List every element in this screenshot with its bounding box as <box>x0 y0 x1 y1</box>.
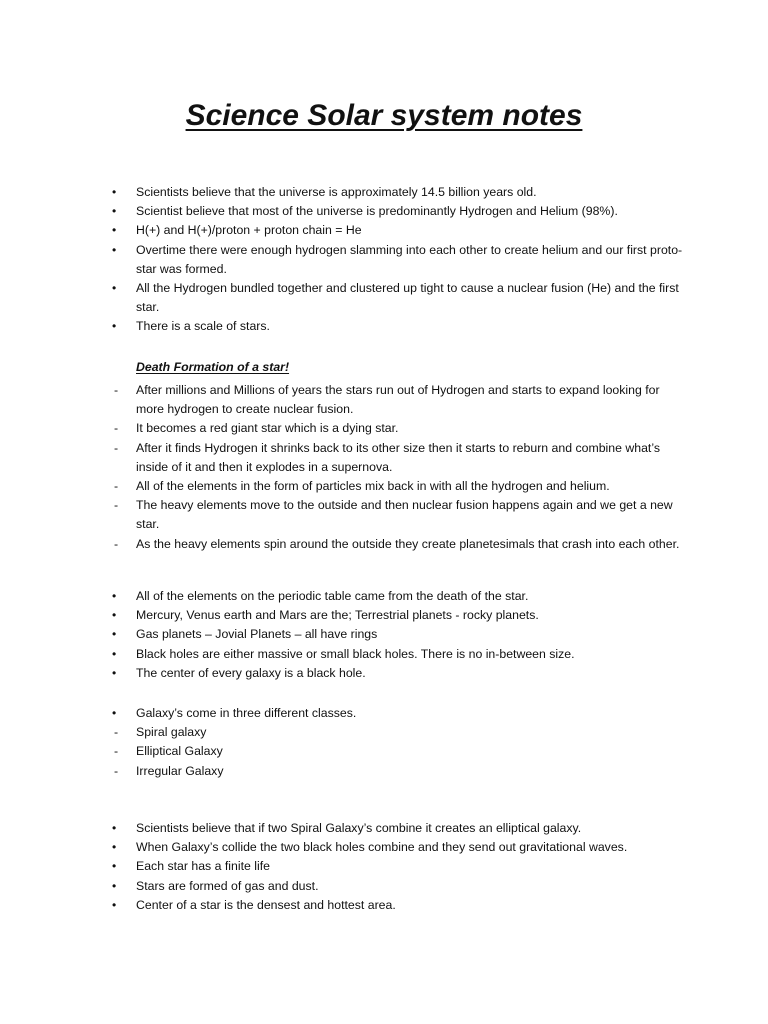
list-item: • All of the elements on the periodic table came from the death of the star. <box>0 587 768 606</box>
list-item: • Scientists believe that if two Spiral Galaxy’s combine it creates an elliptical galaxy. <box>0 819 768 838</box>
list-item: • Galaxy’s come in three different classes. <box>0 704 768 723</box>
bullet-marker: • <box>112 319 117 334</box>
section-galaxy-classes <box>0 704 768 781</box>
dash-marker: - <box>114 744 119 759</box>
bullet-marker: • <box>112 627 117 642</box>
bullet-marker: • <box>112 185 117 199</box>
list-item: - As the heavy elements spin around the outside they create planetesimals that crash into each other. <box>0 535 768 554</box>
bullet-marker: • <box>112 646 117 661</box>
list-item: • Gas planets – Jovial Planets – all have rings <box>0 625 768 644</box>
list-item: • Stars are formed of gas and dust. <box>0 877 768 896</box>
list-item: - Spiral galaxy <box>0 723 768 742</box>
list-item: - Elliptical Galaxy <box>0 742 768 761</box>
list-item: • All the Hydrogen bundled together and clustered up tight to cause a nuclear fusion (He) and the first star. <box>112 281 679 315</box>
dash-marker: - <box>114 763 119 778</box>
dash-marker: - <box>114 536 119 551</box>
list-item: • Mercury, Venus earth and Mars are the; Terrestrial planets - rocky planets. <box>0 606 768 625</box>
section-galaxy-facts-bullets <box>0 819 768 915</box>
list-item: • Scientist believe that most of the universe is predominantly Hydrogen and Helium (98%). <box>0 202 768 221</box>
list-item: • Center of a star is the densest and hottest area. <box>0 896 768 915</box>
list-item: • There is a scale of stars. <box>0 317 768 336</box>
bullet-marker: • <box>112 706 117 720</box>
dash-marker: - <box>114 498 119 513</box>
list-item: - All of the elements in the form of particles mix back in with all the hydrogen and helium. <box>0 477 768 496</box>
list-item: - Irregular Galaxy <box>0 762 768 781</box>
dash-marker: - <box>114 440 119 455</box>
section-elements-bullets <box>0 587 768 683</box>
bullet-marker: • <box>112 840 117 855</box>
list-item: • Scientists believe that the universe is approximately 14.5 billion years old. <box>0 183 768 202</box>
bullet-marker: • <box>112 665 117 680</box>
bullet-marker: • <box>112 242 117 257</box>
dash-marker: - <box>114 479 119 494</box>
bullet-marker: • <box>112 821 117 835</box>
bullet-marker: • <box>112 859 117 874</box>
list-item: - The heavy elements move to the outside and then nuclear fusion happens again and we get a new star. <box>114 498 673 532</box>
list-item: - After millions and Millions of years the stars run out of Hydrogen and starts to expand looking for more hydrogen to create nuclear fusion. <box>114 383 660 417</box>
bullet-marker: • <box>112 878 117 893</box>
list-item: • Black holes are either massive or small black holes. There is no in-between size. <box>0 645 768 664</box>
section-star-death-dashes <box>0 381 768 554</box>
list-item: - It becomes a red giant star which is a dying star. <box>0 419 768 438</box>
page-title: Science Solar system notes <box>185 99 583 132</box>
bullet-marker: • <box>112 223 117 238</box>
section-intro-bullets <box>0 183 768 337</box>
bullet-marker: • <box>112 589 117 603</box>
list-item: • When Galaxy’s collide the two black holes combine and they send out gravitational waves. <box>0 838 768 857</box>
list-item: • Overtime there were enough hydrogen slamming into each other to create helium and our first proto-star was formed. <box>112 242 683 276</box>
bullet-marker: • <box>112 204 117 219</box>
bullet-marker: • <box>112 281 117 296</box>
list-item: • Each star has a finite life <box>0 857 768 876</box>
dash-marker: - <box>114 421 119 436</box>
section-heading: Death Formation of a star! <box>136 360 290 374</box>
bullet-marker: • <box>112 897 117 912</box>
list-item: • The center of every galaxy is a black hole. <box>0 664 768 683</box>
dash-marker: - <box>114 383 119 397</box>
list-item: • H(+) and H(+)/proton + proton chain = He <box>0 221 768 240</box>
dash-marker: - <box>114 725 119 740</box>
bullet-marker: • <box>112 608 117 623</box>
list-item: - After it finds Hydrogen it shrinks back to its other size then it starts to reburn and combine what’s inside of it and then it explodes in a supernova. <box>114 440 661 474</box>
